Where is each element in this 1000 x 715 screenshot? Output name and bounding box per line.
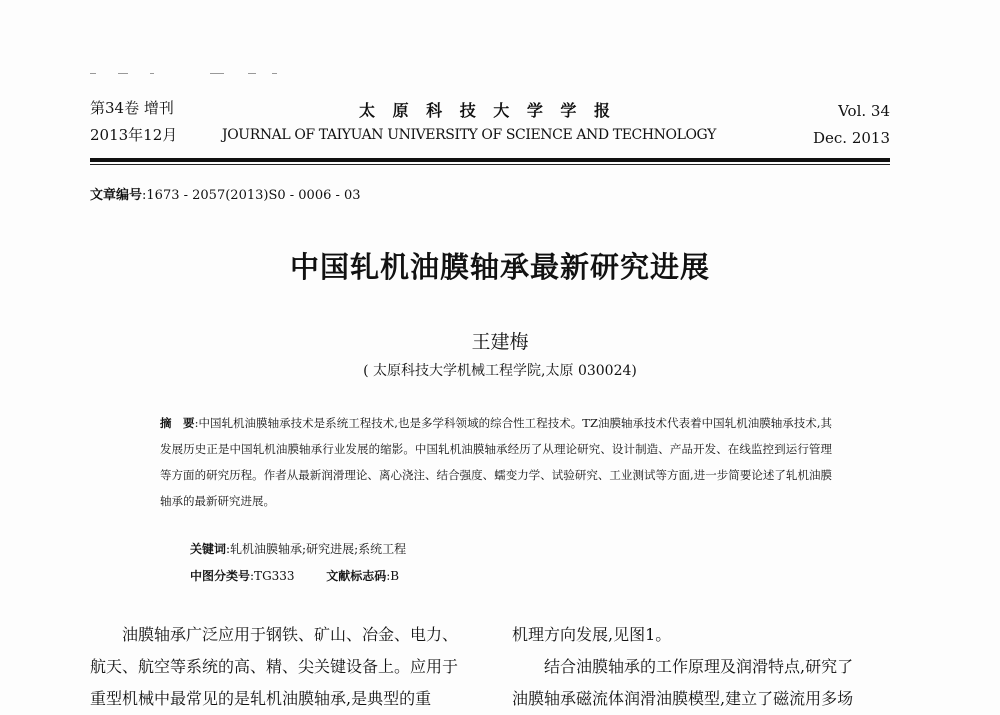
scan-speck [90, 73, 96, 74]
abstract-label: 摘 要 [160, 416, 195, 430]
scan-speck [118, 73, 128, 74]
body-line: 结合油膜轴承的工作原理及润滑特点,研究了 [544, 657, 854, 676]
classification-value: :TG333 [250, 569, 295, 583]
keywords-label: 关键词 [190, 542, 227, 556]
scan-speck [150, 73, 154, 74]
abstract-text: :中国轧机油膜轴承技术是系统工程技术,也是多学科领域的综合性工程技术。TZ油膜轴承技术代表着中国轧机油膜轴承技术,其发展历史正是中国轧机油膜轴承行业发展的缩影。中国轧机油膜轴承经历了从理论研究、设计制造、产品开发、在线监控到运行管理等方面的研究历程。作者从最新润滑理论、离心浇注、结合强度、蠕变力学、试验研究、工业测试等方面,进一步简要论述了轧机油膜轴承的最新研究进展。 [160, 416, 832, 508]
journal-title-cn: 太 原 科 技 大 学 学 报 [359, 101, 616, 120]
keywords-text: :轧机油膜轴承;研究进展;系统工程 [226, 542, 407, 556]
body-column-left [90, 619, 458, 715]
body-line: 重型机械中最常见的是轧机油膜轴承,是典型的重 [90, 689, 432, 708]
doc-code-value: :B [386, 569, 400, 583]
body-line: 油膜轴承磁流体润滑油膜模型,建立了磁流用多场 [512, 689, 854, 708]
author: 王建梅 [471, 331, 529, 353]
journal-title-en: JOURNAL OF TAIYUAN UNIVERSITY OF SCIENCE AND TECHNOLOGY [222, 127, 716, 143]
classification [190, 567, 399, 584]
article-number [90, 184, 361, 203]
page-title: 中国轧机油膜轴承最新研究进展 [289, 250, 710, 284]
header-rule-thin [90, 164, 890, 165]
date-cn: 2013年12月 [90, 126, 178, 144]
classification-label: 中图分类号 [190, 569, 251, 583]
volume-cn: 第34卷 增刊 [90, 99, 174, 117]
scan-speck [210, 73, 224, 74]
body-line: 油膜轴承广泛应用于钢铁、矿山、冶金、电力、 [122, 625, 459, 644]
volume-en: Vol. 34 [838, 102, 890, 120]
header-rule-thick [90, 158, 890, 162]
affiliation: ( 太原科技大学机械工程学院,太原 030024) [363, 363, 637, 379]
article-number-label: 文章编号 [90, 188, 143, 203]
scan-speck [248, 73, 256, 74]
body-column-right [512, 619, 853, 715]
doc-code-label: 文献标志码 [326, 569, 387, 583]
date-en: Dec. 2013 [812, 129, 890, 147]
abstract [160, 410, 832, 514]
scan-speck [272, 73, 277, 74]
article-number-value: :1673 - 2057(2013)S0 - 0006 - 03 [142, 188, 361, 203]
keywords [190, 540, 406, 557]
body-line: 航天、航空等系统的高、精、尖关键设备上。应用于 [90, 657, 459, 676]
body-line: 机理方向发展,见图1。 [512, 625, 672, 644]
